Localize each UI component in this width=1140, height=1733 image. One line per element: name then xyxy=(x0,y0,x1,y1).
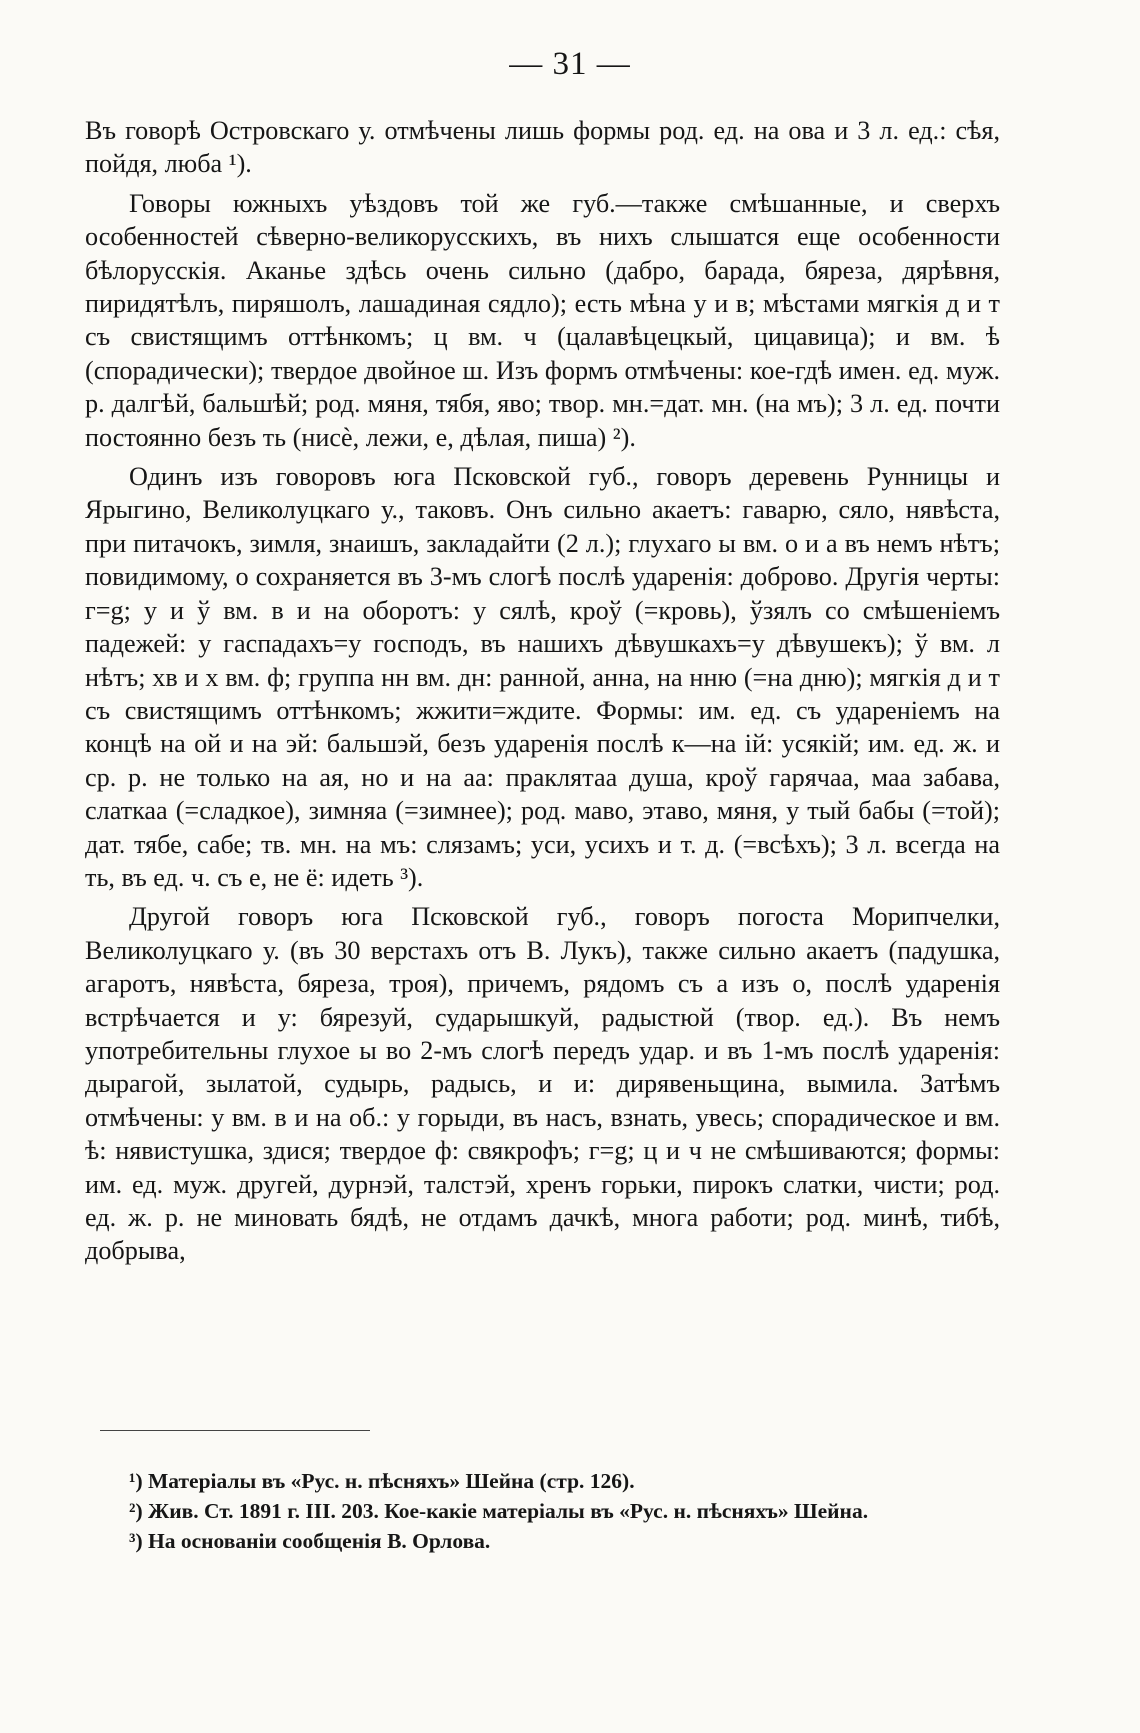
paragraph: Одинъ изъ говоровъ юга Псковской губ., говоръ деревень Рунницы и Ярыгино, Великолуцкаго у., таковъ. Онъ сильно акаетъ: гаварю, сяло, нявѣста, при питачокъ, зимля, знаишъ, закладайти (2 л.); глухаго ы вм. о и а въ немъ нѣтъ; повидимому, о сохраняется въ 3-мъ слогѣ послѣ ударенія: доброво. Другія черты: г=g; у и ў вм. в и на оборотъ: у сялѣ, кроў (=кровь), ўзялъ со смѣшеніемъ падежей: у гаспадахъ=у господъ, въ нашихъ дѣвушкахъ=у дѣвушекъ); ў вм. л нѣтъ; хв и х вм. ф; группа нн вм. дн: ранной, анна, на нню (=на дню); мягкія д и т съ свистящимъ оттѣнкомъ; жжити=ждите. Формы: им. ед. съ удареніемъ на концѣ на ой и на эй: бальшэй, безъ ударенія послѣ к—на ій: усякій; им. ед. ж. и ср. р. не только на ая, но и на аа: праклятаа душа, кроў гарячаа, маа забава, слаткаа (=сладкое), зимняа (=зимнее); род. маво, этаво, мяня, у тый бабы (=той); дат. тябе, сабе; тв. мн. на мъ: слязамъ; уси, усихъ и т. д. (=всѣхъ); 3 л. всегда на ть, въ ед. ч. съ е, не ё: идеть ³). xyxy=(85,462,1000,892)
page-number: — 31 — xyxy=(509,46,631,82)
paragraph: Другой говоръ юга Псковской губ., говоръ погоста Морипчелки, Великолуцкаго у. (въ 30 верстахъ отъ В. Лукъ), также сильно акаетъ (падушка, агаротъ, нявѣста, бяреза, троя), причемъ, рядомъ съ а изъ о, послѣ ударенія встрѣчается и у: бярезуй, сударышкуй, радыстюй (твор. ед.). Въ немъ употребительны глухое ы во 2-мъ слогѣ передъ удар. и въ 1-мъ послѣ ударенія: дырагой, зылатой, судырь, радысь, и и: дирявеньщина, вымила. Затѣмъ отмѣчены: у вм. в и на об.: у горыди, въ насъ, взнать, увесь; спорадическое и вм. ѣ: нявистушка, здися; твердое ф: свякрофъ; г=g; ц и ч не смѣшиваются; формы: им. ед. муж. другей, дурнэй, талстэй, хренъ горьки, пирокъ слатки, чисти; род. ед. ж. р. не миновать бядѣ, не отдамъ дачкѣ, многа работи; род. минѣ, тибѣ, добрыва, xyxy=(85,902,1000,1266)
footnote-divider xyxy=(100,1430,370,1431)
footnote: ³) На основаніи сообщенія В. Орлова. xyxy=(129,1529,491,1553)
footnotes xyxy=(85,1466,1000,1556)
main-text xyxy=(85,114,1000,1274)
paragraph: Говоры южныхъ уѣздовъ той же губ.—также смѣшанные, и сверхъ особенностей сѣверно-великорусскихъ, въ нихъ слышатся еще особенности бѣлорусскія. Аканье здѣсь очень сильно (дабро, барада, бяреза, дярѣвня, пиридятѣлъ, пиряшолъ, лашадиная сядло); есть мѣна у и в; мѣстами мягкія д и т съ свистящимъ оттѣнкомъ; ц вм. ч (цалавѣцецкый, цицавица); и вм. ѣ (спорадически); твердое двойное ш. Изъ формъ отмѣчены: кое-гдѣ имен. ед. муж. р. далгѣй, бальшѣй; род. мяня, тябя, яво; твор. мн.=дат. мн. (на мъ); 3 л. ед. почти постоянно безъ ть (нисѐ, лежи, е, дѣлая, пиша) ²). xyxy=(85,188,1000,452)
paragraph: Въ говорѣ Островскаго у. отмѣчены лишь формы род. ед. на ова и 3 л. ед.: сѣя, пойдя, люба ¹). xyxy=(85,116,1000,179)
footnote: ²) Жив. Ст. 1891 г. III. 203. Кое-какіе матеріалы въ «Рус. н. пѣсняхъ» Шейна. xyxy=(129,1499,869,1523)
footnote: ¹) Матеріалы въ «Рус. н. пѣсняхъ» Шейна (стр. 126). xyxy=(129,1469,635,1493)
